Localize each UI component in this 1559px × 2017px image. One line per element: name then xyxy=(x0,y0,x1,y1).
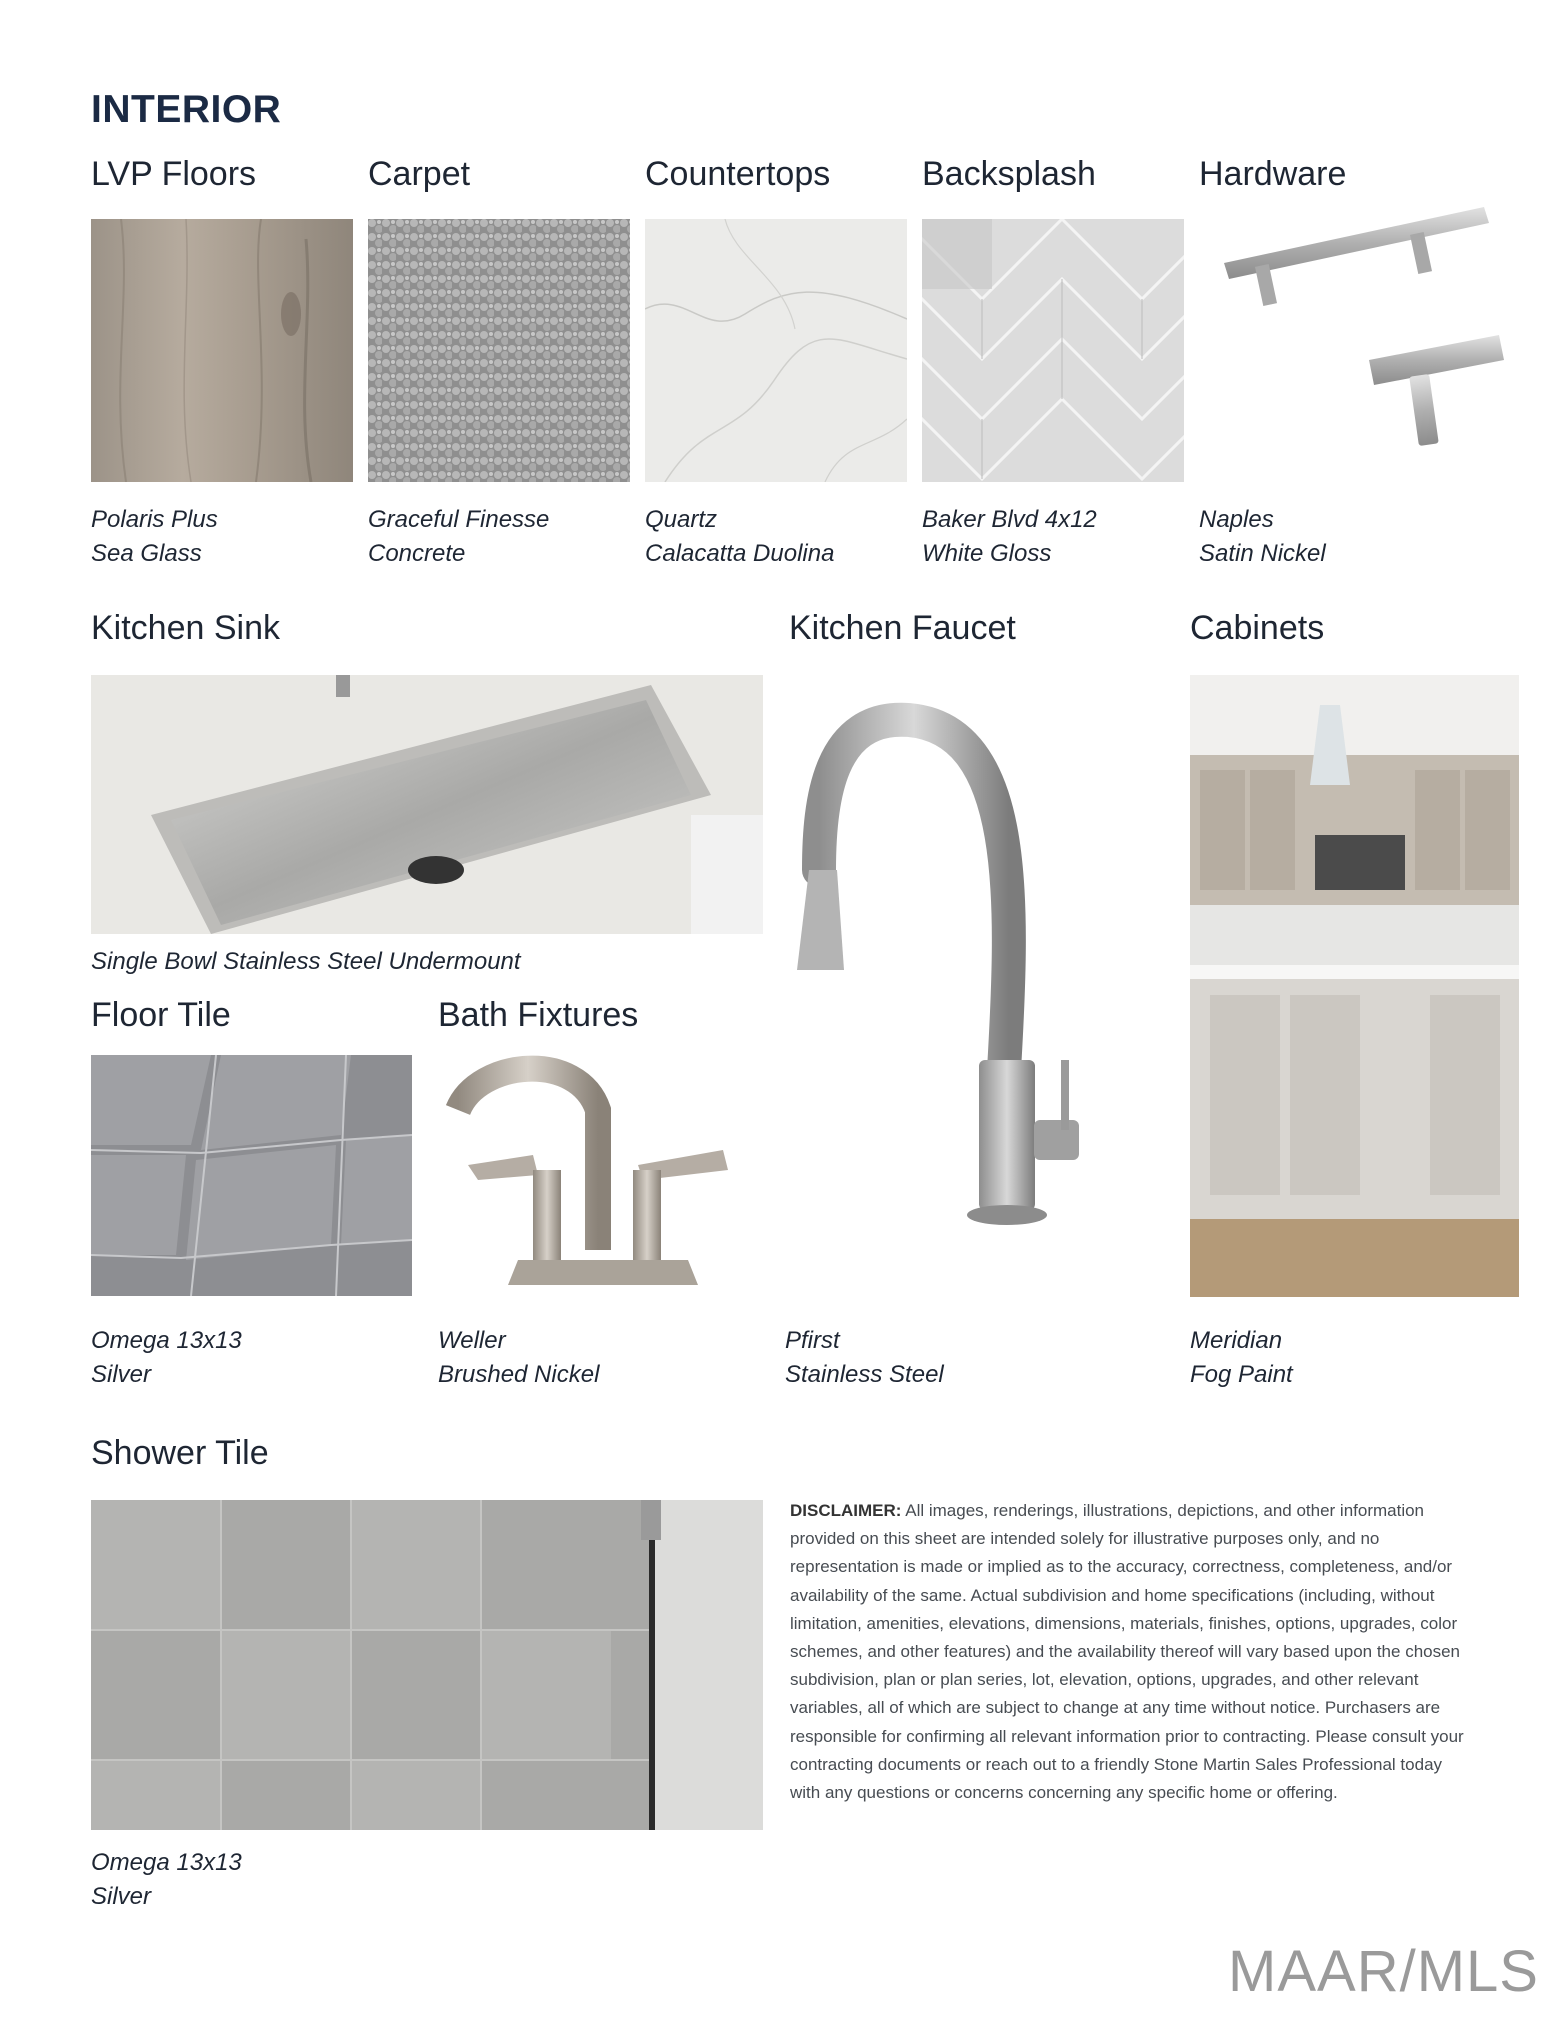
carpet-caption xyxy=(368,503,549,571)
backsplash-swatch xyxy=(922,219,1184,482)
kitchen-faucet-finish: Stainless Steel xyxy=(785,1361,944,1388)
hardware-swatch xyxy=(1199,195,1519,465)
carpet-title: Carpet xyxy=(368,155,471,193)
lvp-floors-product: Polaris Plus xyxy=(91,506,218,533)
countertops-color: Calacatta Duolina xyxy=(645,540,835,567)
carpet-color: Concrete xyxy=(368,540,466,567)
shower-tile-caption xyxy=(91,1846,242,1914)
shower-tile-title: Shower Tile xyxy=(91,1434,269,1472)
lvp-floors-swatch xyxy=(91,219,353,482)
kitchen-faucet-title: Kitchen Faucet xyxy=(789,609,1016,647)
kitchen-faucet-product: Pfirst xyxy=(785,1327,840,1354)
bath-fixtures-image xyxy=(438,1050,738,1300)
lvp-floors-color: Sea Glass xyxy=(91,540,202,567)
backsplash-caption xyxy=(922,503,1097,571)
lvp-floors-title: LVP Floors xyxy=(91,155,257,193)
cabinets-caption xyxy=(1190,1324,1293,1392)
cabinets-product: Meridian xyxy=(1190,1327,1283,1354)
bath-fixtures-product: Weller xyxy=(438,1327,506,1354)
cabinets-color: Fog Paint xyxy=(1190,1361,1293,1388)
floor-tile-product: Omega 13x13 xyxy=(91,1327,242,1354)
cabinets-title: Cabinets xyxy=(1190,609,1325,647)
lvp-floors-caption xyxy=(91,503,218,571)
hardware-color: Satin Nickel xyxy=(1199,540,1326,567)
cabinets-image xyxy=(1190,675,1519,1297)
bath-fixtures-caption xyxy=(438,1324,599,1392)
kitchen-faucet-image xyxy=(789,700,1139,1260)
kitchen-sink-image xyxy=(91,675,763,934)
kitchen-sink-title: Kitchen Sink xyxy=(91,609,280,647)
shower-tile-product: Omega 13x13 xyxy=(91,1849,242,1876)
hardware-product: Naples xyxy=(1199,506,1274,533)
backsplash-title: Backsplash xyxy=(922,155,1096,193)
disclaimer-label: DISCLAIMER: xyxy=(790,1501,902,1520)
bath-fixtures-title: Bath Fixtures xyxy=(438,996,639,1034)
mls-watermark: MAAR/MLS xyxy=(1228,1939,1539,2004)
hardware-title: Hardware xyxy=(1199,155,1347,193)
backsplash-product: Baker Blvd 4x12 xyxy=(922,506,1097,533)
floor-tile-caption xyxy=(91,1324,242,1392)
carpet-product: Graceful Finesse xyxy=(368,506,550,533)
hardware-caption xyxy=(1199,503,1326,571)
floor-tile-title: Floor Tile xyxy=(91,996,231,1034)
countertops-swatch xyxy=(645,219,907,482)
bath-fixtures-finish: Brushed Nickel xyxy=(438,1361,600,1388)
carpet-swatch xyxy=(368,219,630,482)
countertops-caption xyxy=(645,503,834,571)
kitchen-faucet-caption xyxy=(785,1324,944,1392)
shower-tile-color: Silver xyxy=(91,1883,152,1910)
backsplash-color: White Gloss xyxy=(922,540,1052,567)
disclaimer xyxy=(790,1497,1470,1807)
disclaimer-text: All images, renderings, illustrations, depictions, and other information provided on this sheet are intended solely for illustrative purposes only, and no representation is made or implied as to the accuracy, correctness, completeness, and/or availability of the same. Actual subdivision and home specifications (including, without limitation, amenities, elevations, dimensions, materials, finishes, options, upgrades, color schemes, and other features) and the availability thereof will vary based upon the chosen subdivision, plan or plan series, lot, elevation, options, upgrades, and other relevant variables, all of which are subject to change at any time without notice. Purchasers are responsible for confirming all relevant information prior to contracting. Please consult your contracting documents or reach out to a friendly Stone Martin Sales Professional today with any questions or concerns concerning any specific home or offering. xyxy=(790,1501,1464,1803)
floor-tile-color: Silver xyxy=(91,1361,152,1388)
kitchen-sink-caption: Single Bowl Stainless Steel Undermount xyxy=(91,948,521,975)
countertops-title: Countertops xyxy=(645,155,831,193)
page-title: INTERIOR xyxy=(91,88,282,131)
countertops-product: Quartz xyxy=(645,506,718,533)
floor-tile-image xyxy=(91,1055,412,1296)
shower-tile-image xyxy=(91,1500,763,1830)
